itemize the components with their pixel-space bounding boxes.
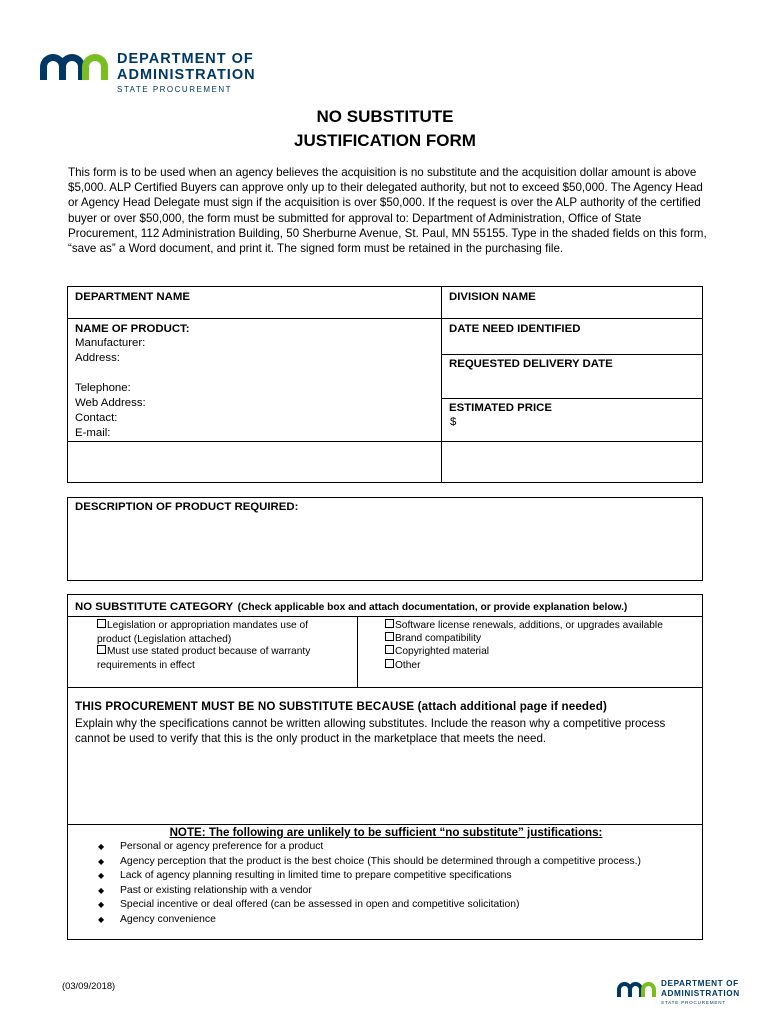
category-option-software[interactable] (385, 619, 663, 633)
email-label: E-mail: (75, 427, 111, 439)
date-need-identified-field[interactable]: DATE NEED IDENTIFIED (449, 323, 581, 335)
mn-logo-icon (617, 980, 657, 1000)
explanation-instructions: Explain why the specifications cannot be written allowing substitutes. Include the reason why a competitive process cannot be used to verify that this is the only product in the marketplace that meets the need. (75, 717, 666, 745)
footer-logo (617, 980, 757, 1010)
web-address-label: Web Address: (75, 397, 146, 409)
table-divider (67, 318, 703, 319)
footer-logo-line-1: DEPARTMENT OF (661, 979, 739, 988)
logo-line-1: DEPARTMENT OF (117, 51, 254, 67)
requested-delivery-date-field[interactable]: REQUESTED DELIVERY DATE (449, 358, 613, 370)
section-divider (67, 616, 703, 617)
section-divider (357, 616, 358, 687)
department-name-field[interactable]: DEPARTMENT NAME (75, 291, 190, 303)
explanation-label: THIS PROCUREMENT MUST BE NO SUBSTITUTE BECAUSE (75, 700, 415, 713)
signature-area-left[interactable] (68, 442, 441, 482)
explanation-label-suffix: (attach additional page if needed) (417, 700, 607, 713)
mn-logo-icon (40, 50, 110, 84)
note-item: ◆ Past or existing relationship with a vendor (98, 884, 698, 899)
option-text: Other (395, 660, 421, 671)
table-divider (441, 398, 703, 399)
footer-logo-line-3: STATE PROCUREMENT (661, 1000, 726, 1005)
contact-label: Contact: (75, 412, 118, 424)
option-text: product (Legislation attached) (97, 633, 232, 645)
logo-line-2: ADMINISTRATION (117, 67, 256, 83)
option-text: Copyrighted material (395, 646, 489, 657)
estimated-price-field[interactable]: ESTIMATED PRICE (449, 402, 552, 414)
form-title-line-1: NO SUBSTITUTE (316, 107, 454, 126)
explanation-heading (75, 700, 607, 713)
checkbox-software[interactable] (385, 619, 394, 628)
category-option-copyright[interactable] (385, 645, 489, 659)
description-label: DESCRIPTION OF PRODUCT REQUIRED: (75, 501, 299, 513)
revision-date: (03/09/2018) (62, 980, 116, 991)
note-item: ◆ Special incentive or deal offered (can be assessed in open and competitive solicitation) (98, 898, 698, 913)
table-divider (441, 354, 703, 355)
option-text: Brand compatibility (395, 633, 482, 644)
footer-logo-line-2: ADMINISTRATION (661, 989, 740, 998)
price-symbol: $ (450, 416, 457, 428)
checkbox-other[interactable] (385, 659, 394, 668)
name-of-product-field[interactable]: NAME OF PRODUCT: (75, 323, 190, 335)
division-name-field[interactable]: DIVISION NAME (449, 291, 536, 303)
category-option-brand[interactable] (385, 632, 481, 646)
intro-paragraph: This form is to be used when an agency believes the acquisition is no substitute and the acquisition dollar amount is above $5,000. ALP Certified Buyers can approve only up to their delegated authority, but not to exceed $50,000. The Agency Head or Agency Head Delegate must sign if the acquisition is over $50,000. If the request is over the ALP authority of the certified buyer or over $50,000, the form must be submitted for approval to: Department of Administration, Office of State Procurement, 112 Administration Building, 50 Sherburne Avenue, St. Paul, MN 55155. Type in the shaded fields on this form, “save as” a Word document, and print it. The signed form must be retained in the purchasing file. (68, 166, 707, 256)
category-instruction: (Check applicable box and attach documentation, or provide explanation below.) (237, 602, 628, 613)
manufacturer-label: Manufacturer: (75, 337, 146, 349)
note-item: ◆ Lack of agency planning resulting in limited time to prepare competitive specifications (98, 869, 698, 884)
category-label: NO SUBSTITUTE CATEGORY (75, 601, 234, 613)
signature-area-right[interactable] (442, 442, 702, 482)
explanation-input-area[interactable] (68, 750, 702, 823)
header-logo (40, 50, 280, 96)
note-item: ◆ Personal or agency preference for a product (98, 840, 698, 855)
category-heading (75, 597, 627, 615)
checkbox-legislation[interactable] (97, 619, 106, 628)
logo-line-3: STATE PROCUREMENT (117, 85, 232, 94)
form-title-line-2: JUSTIFICATION FORM (294, 131, 476, 150)
note-item: ◆ Agency perception that the product is the best choice (This should be determined through a competitive process.) (98, 855, 698, 870)
note-heading: NOTE: The following are unlikely to be sufficient “no substitute” justifications: (169, 826, 603, 839)
note-list (98, 840, 698, 928)
option-text: requirements in effect (97, 659, 195, 671)
option-text: Software license renewals, additions, or upgrades available (395, 620, 663, 631)
category-option-warranty[interactable] (97, 645, 357, 673)
address-label: Address: (75, 352, 120, 364)
option-text: Legislation or appropriation mandates use of (107, 620, 309, 631)
category-option-other[interactable] (385, 659, 420, 673)
section-divider (67, 687, 703, 688)
telephone-label: Telephone: (75, 382, 131, 394)
section-divider (67, 824, 703, 825)
checkbox-brand[interactable] (385, 632, 394, 641)
note-item: ◆ Agency convenience (98, 913, 698, 928)
category-option-legislation[interactable] (97, 619, 357, 647)
checkbox-copyright[interactable] (385, 645, 394, 654)
option-text: Must use stated product because of warranty (107, 646, 311, 657)
checkbox-warranty[interactable] (97, 645, 106, 654)
